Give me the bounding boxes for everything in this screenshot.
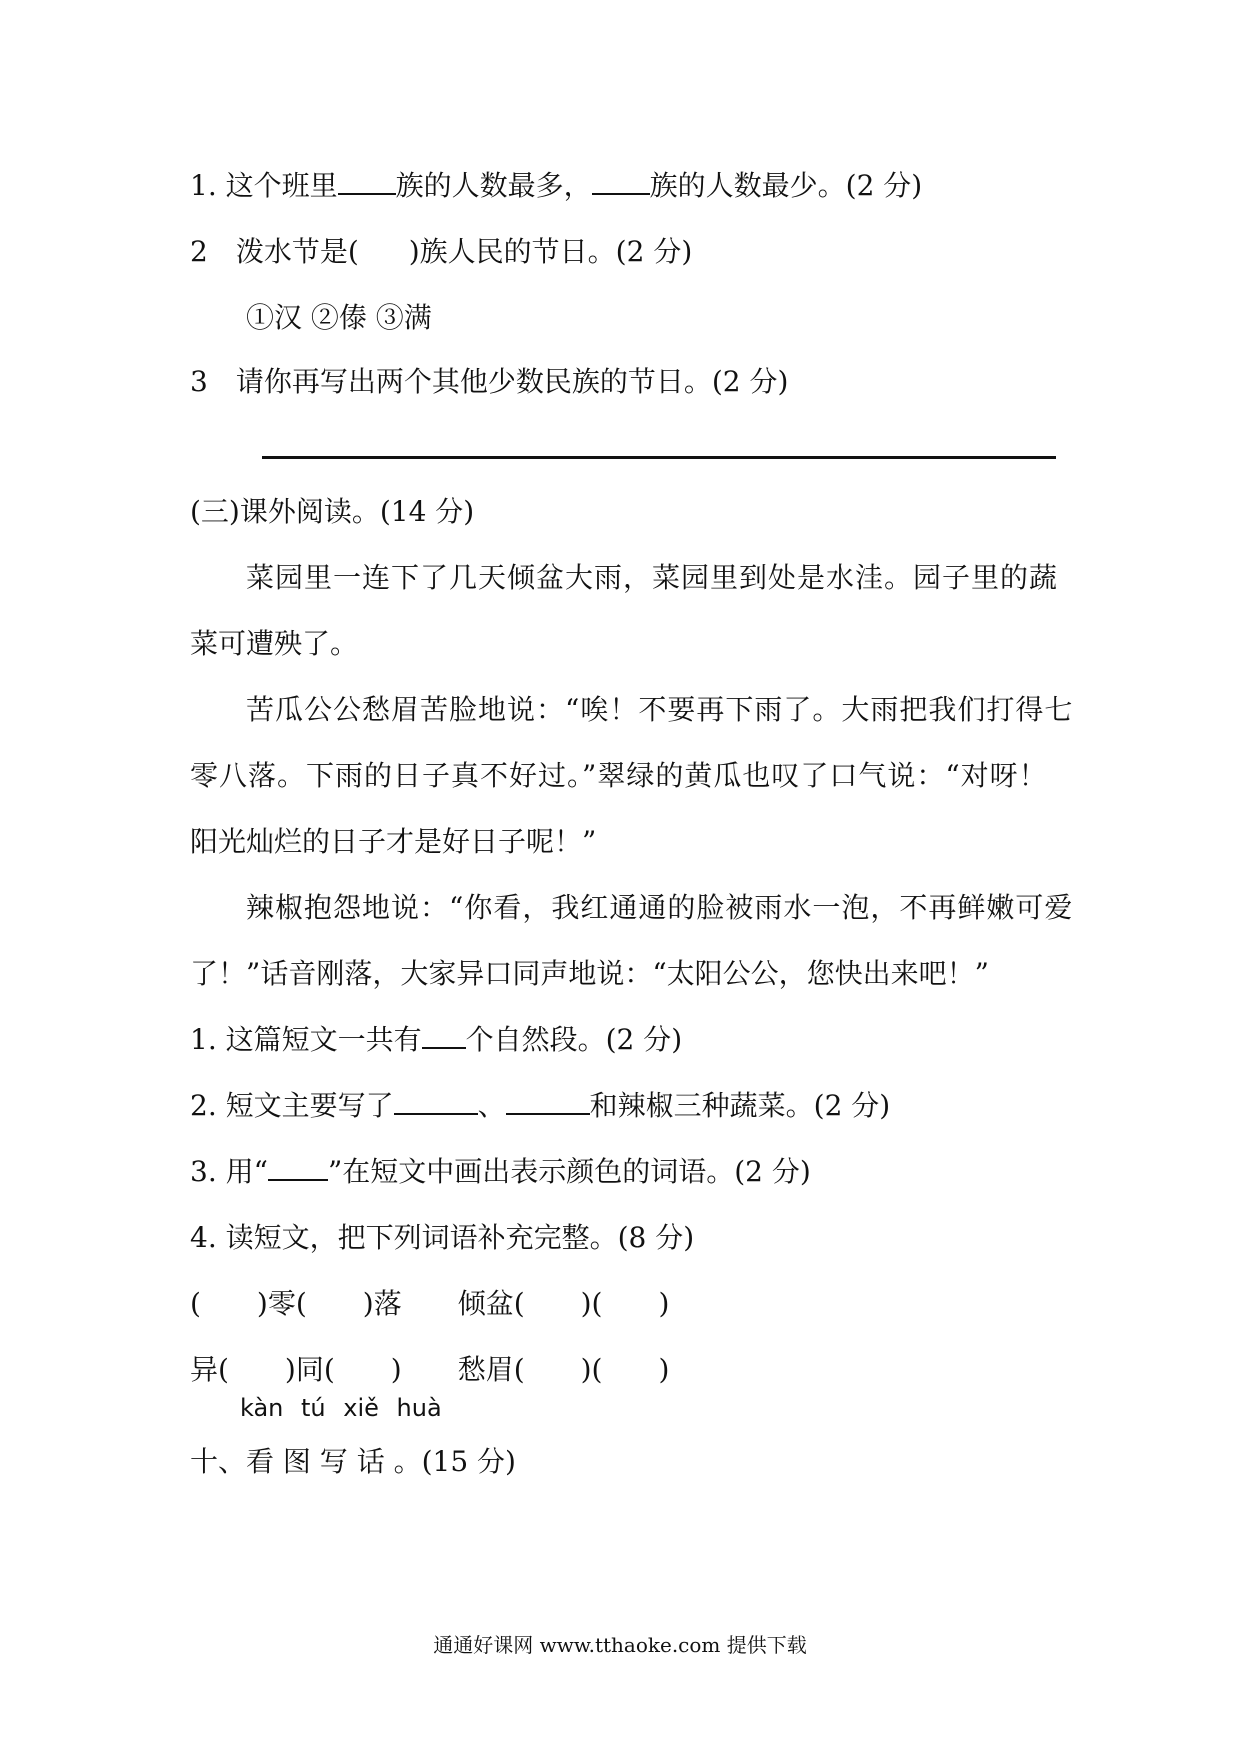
answer-blank[interactable] bbox=[506, 1087, 590, 1115]
section-heading: (三)课外阅读。(14 分) bbox=[190, 495, 475, 528]
word-fill-row-1[interactable]: ( )零( )落 倾盆( )( ) bbox=[190, 1287, 670, 1320]
answer-blank[interactable] bbox=[422, 1021, 466, 1049]
answer-blank[interactable] bbox=[338, 167, 396, 195]
reading-q2-text-b: 和辣椒三种蔬菜。(2 分) bbox=[589, 1089, 891, 1122]
reading-q3-text-b: ”在短文中画出表示颜色的词语。(2 分) bbox=[327, 1155, 811, 1188]
question-1-text-b: 族的人数最多， bbox=[395, 169, 592, 202]
underline-sample bbox=[268, 1153, 328, 1181]
question-3: 3 请你再写出两个其他少数民族的节日。(2 分) bbox=[190, 365, 789, 398]
pinyin-annotation: kàn tú xiě huà bbox=[240, 1394, 442, 1422]
question-2-options: ①汉 ②傣 ③满 bbox=[246, 301, 432, 334]
reading-question-1 bbox=[190, 1020, 682, 1060]
answer-blank[interactable] bbox=[592, 167, 650, 195]
answer-line[interactable] bbox=[262, 456, 1056, 459]
passage-para1-line2: 菜可遭殃了。 bbox=[190, 627, 359, 660]
reading-question-2 bbox=[190, 1086, 890, 1126]
question-1-text-c: 族的人数最少。(2 分) bbox=[649, 169, 923, 202]
reading-question-3 bbox=[190, 1152, 811, 1192]
passage-para2-line1: 苦瓜公公愁眉苦脸地说：“唉！不要再下雨了。大雨把我们打得七 bbox=[246, 693, 1074, 726]
reading-q2-sep: 、 bbox=[477, 1089, 506, 1122]
passage-para3-line1: 辣椒抱怨地说：“你看，我红通通的脸被雨水一泡，不再鲜嫩可爱 bbox=[246, 891, 1074, 924]
question-1-text-a: 1. 这个班里 bbox=[190, 169, 338, 202]
question-2-text-b: )族人民的节日。(2 分) bbox=[408, 235, 693, 268]
question-2-text-a: 2 泼水节是( bbox=[190, 235, 359, 268]
passage-para3-line2: 了！”话音刚落，大家异口同声地说：“太阳公公，您快出来吧！” bbox=[190, 957, 989, 990]
reading-q3-text-a: 3. 用“ bbox=[190, 1155, 268, 1188]
section-ten-heading: 十、看 图 写 话 。(15 分) bbox=[190, 1445, 516, 1478]
passage-para1-line1: 菜园里一连下了几天倾盆大雨，菜园里到处是水洼。园子里的蔬 bbox=[246, 561, 1059, 594]
reading-question-4: 4. 读短文，把下列词语补充完整。(8 分) bbox=[190, 1221, 695, 1254]
reading-q1-text-a: 1. 这篇短文一共有 bbox=[190, 1023, 422, 1056]
word-fill-row-2[interactable]: 异( )同( ) 愁眉( )( ) bbox=[190, 1353, 670, 1386]
question-1 bbox=[190, 166, 922, 206]
answer-blank[interactable] bbox=[394, 1087, 478, 1115]
passage-para2-line3: 阳光灿烂的日子才是好日子呢！” bbox=[190, 825, 597, 858]
reading-q1-text-b: 个自然段。(2 分) bbox=[465, 1023, 683, 1056]
question-2 bbox=[190, 232, 692, 272]
reading-q2-text-a: 2. 短文主要写了 bbox=[190, 1089, 394, 1122]
footer-watermark: 通通好课网 www.tthaoke.com 提供下载 bbox=[433, 1633, 807, 1657]
passage-para2-line2: 零八落。下雨的日子真不好过。”翠绿的黄瓜也叹了口气说：“对呀！ bbox=[190, 759, 1048, 792]
